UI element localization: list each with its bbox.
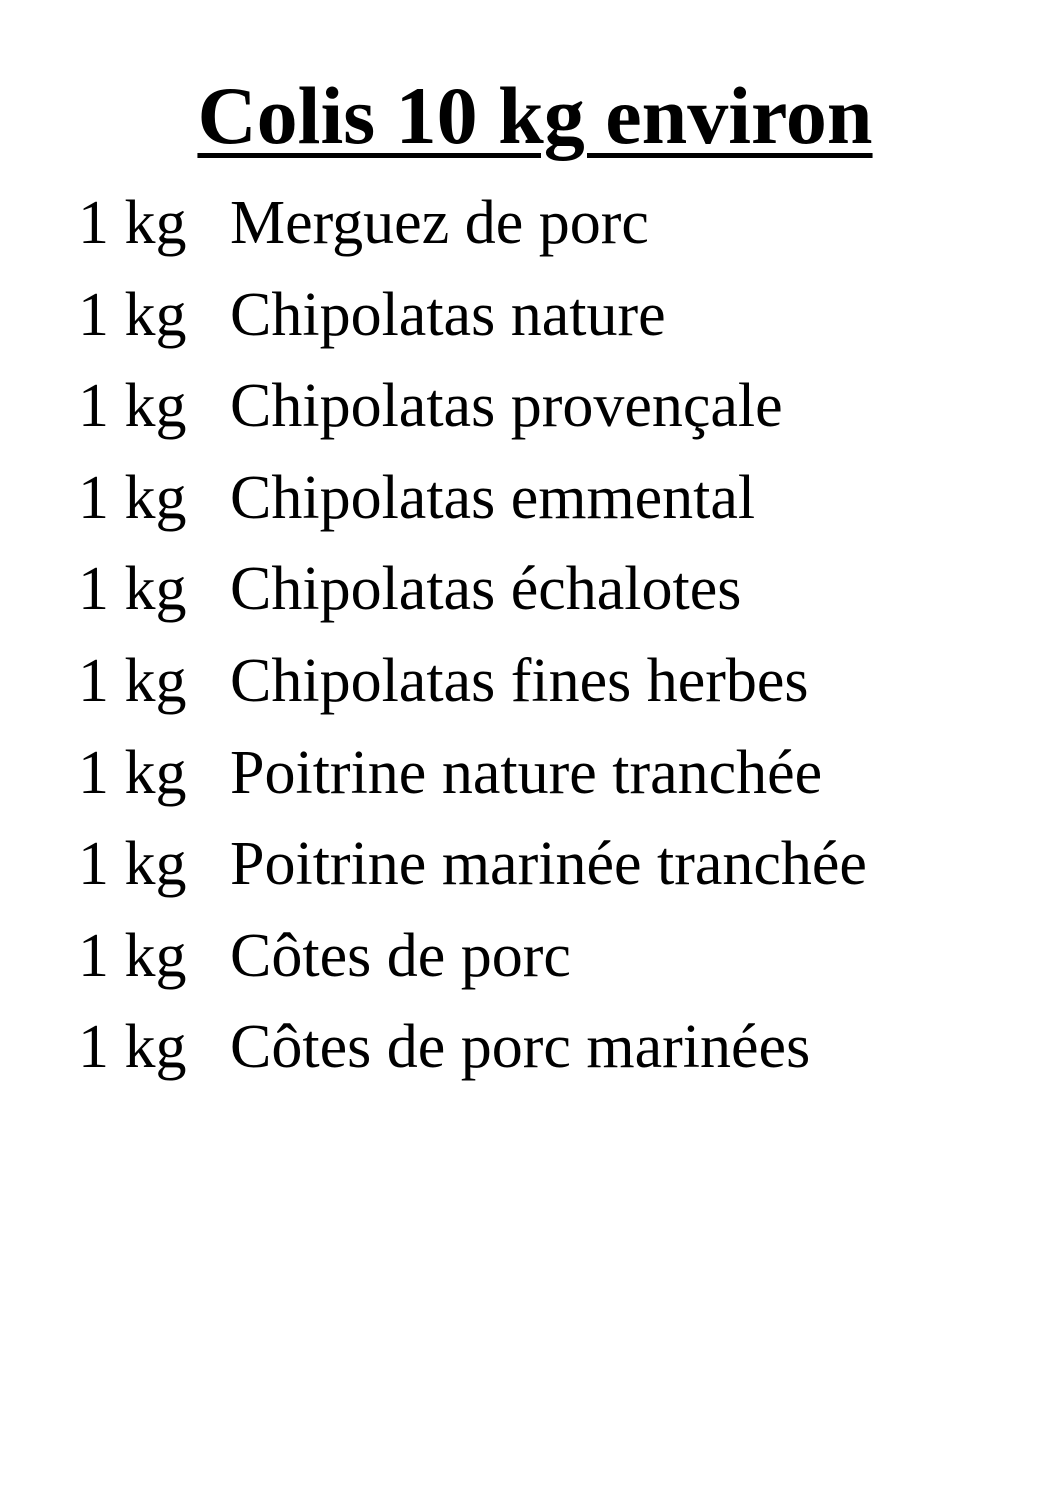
item-name: Côtes de porc marinées — [230, 1013, 811, 1082]
list-item — [78, 911, 867, 1003]
item-quantity: 1 kg — [78, 1013, 187, 1082]
item-quantity: 1 kg — [78, 646, 187, 715]
item-name: Chipolatas fines herbes — [230, 646, 809, 715]
list-item — [78, 178, 867, 270]
list-item — [78, 544, 867, 636]
item-quantity: 1 kg — [78, 463, 187, 532]
item-quantity: 1 kg — [78, 189, 187, 257]
list-item — [78, 1002, 867, 1094]
list-item — [78, 636, 867, 728]
item-quantity: 1 kg — [78, 280, 187, 349]
item-quantity: 1 kg — [78, 830, 187, 899]
item-name: Chipolatas provençale — [230, 372, 783, 441]
item-name: Chipolatas emmental — [230, 463, 756, 532]
item-quantity: 1 kg — [78, 555, 187, 624]
document-title: Colis 10 kg environ — [197, 70, 873, 161]
item-name: Chipolatas échalotes — [230, 555, 742, 624]
list-item — [78, 728, 867, 820]
item-quantity: 1 kg — [78, 372, 187, 441]
list-item — [78, 361, 867, 453]
item-name: Poitrine marinée tranchée — [230, 830, 867, 899]
item-name: Merguez de porc — [230, 189, 649, 257]
list-item — [78, 453, 867, 545]
item-name: Poitrine nature tranchée — [230, 738, 823, 807]
item-quantity: 1 kg — [78, 921, 187, 990]
product-list — [78, 178, 867, 1094]
item-quantity: 1 kg — [78, 738, 187, 807]
list-item — [78, 819, 867, 911]
item-name: Chipolatas nature — [230, 280, 666, 349]
item-name: Côtes de porc — [230, 921, 571, 990]
list-item — [78, 270, 867, 362]
